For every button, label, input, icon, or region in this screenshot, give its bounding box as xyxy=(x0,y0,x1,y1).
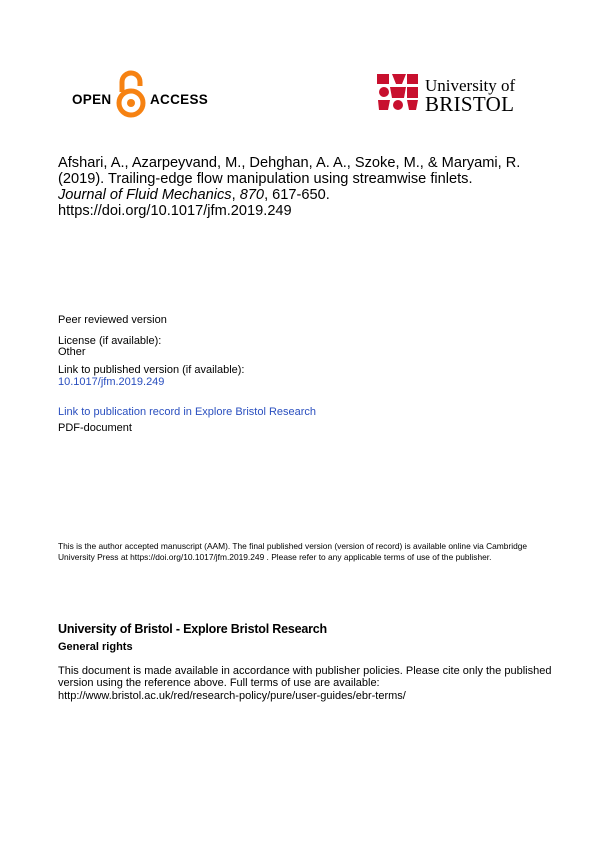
open-lock-icon xyxy=(115,70,147,120)
university-of-bristol-logo xyxy=(376,72,526,116)
explore-bristol-heading: University of Bristol - Explore Bristol Research xyxy=(58,622,327,636)
publication-record-link[interactable]: Link to publication record in Explore Bristol Research xyxy=(58,406,317,418)
version-text: Peer reviewed version xyxy=(58,314,167,326)
published-version-link[interactable]: 10.1017/jfm.2019.249 xyxy=(58,376,165,388)
bristol-logo-line1: University of xyxy=(425,76,516,95)
citation-doi-url[interactable]: https://doi.org/10.1017/jfm.2019.249 xyxy=(58,203,292,219)
citation-authors-title: Afshari, A., Azarpeyvand, M., Dehghan, A. A., Szoke, M., & Maryami, R. (2019). Trailing-edge flow manipulation using streamwise finlets. xyxy=(58,155,521,187)
open-access-logo-open-text: OPEN xyxy=(72,92,112,107)
format-text: PDF-document xyxy=(58,422,132,434)
open-access-logo xyxy=(72,70,212,120)
bristol-crest-icon xyxy=(376,72,420,112)
bristol-logo-line2: BRISTOL xyxy=(425,92,515,116)
general-rights-heading: General rights xyxy=(58,641,133,653)
citation-pages: , 617-650. xyxy=(264,187,330,203)
general-rights-body: This document is made available in accordance with publisher policies. Please cite only the published version using the reference above. Full terms of use are available: http://www.bristol.ac.uk/red/research-policy/pure/user-guides/ebr-terms/ xyxy=(58,665,552,702)
citation: Afshari, A., Azarpeyvand, M., Dehghan, A. A., Szoke, M., & Maryami, R. (2019). Trailing-edge flow manipulation using streamwise finlets. Journal of Fluid Mechanics, 870, 617-650. https://doi.org/10.1017/jfm.2019.249 xyxy=(58,155,521,219)
published-version-label: Link to published version (if available): xyxy=(58,364,245,376)
citation-journal: Journal of Fluid Mechanics xyxy=(58,187,232,203)
license-value: Other xyxy=(58,346,86,358)
citation-volume: 870 xyxy=(239,187,265,203)
open-access-logo-access-text: ACCESS xyxy=(150,92,209,107)
license-label: License (if available): xyxy=(58,335,162,347)
aam-note: This is the author accepted manuscript (AAM). The final published version (version of record) is available online via Cambridge University Press at https://doi.org/10.1017/jfm.2019.249 . Please refer to any applicable terms of use of the publisher. xyxy=(58,541,528,562)
